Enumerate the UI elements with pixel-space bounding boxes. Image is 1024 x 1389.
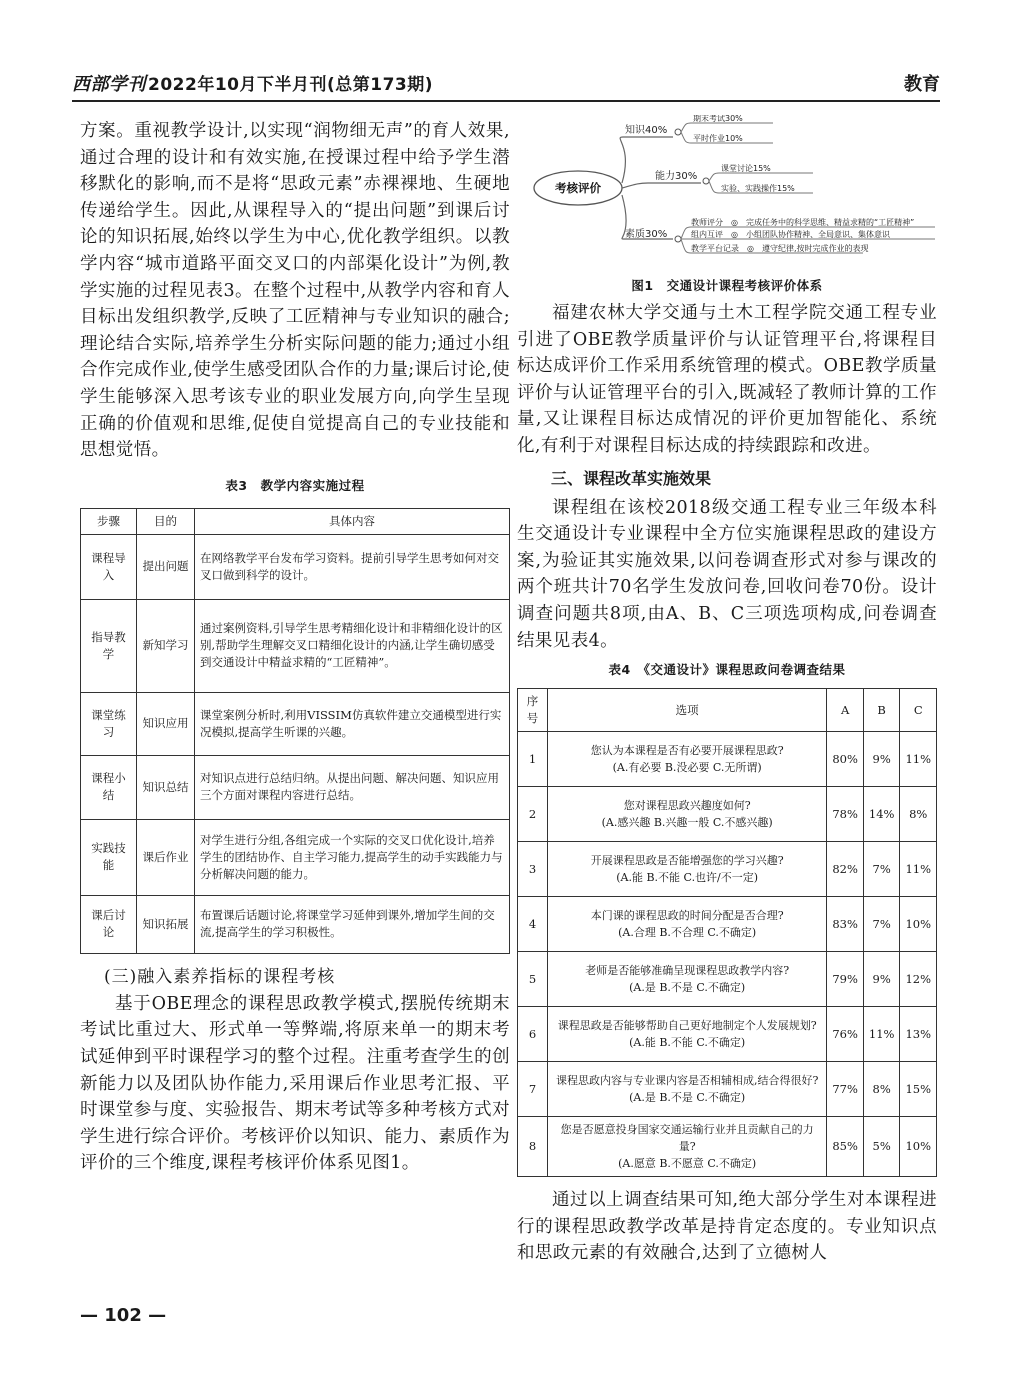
table-cell: 12% xyxy=(900,952,937,1007)
table-cell: 4 xyxy=(518,897,548,952)
question-text: 课程思政内容与专业课内容是否相辅相成,结合得很好? xyxy=(555,1074,819,1088)
table4-header-b: B xyxy=(863,689,900,732)
mindmap-leaf: 教师评分 ◎ 完成任务中的科学思维、精益求精的“工匠精神” xyxy=(691,218,915,227)
table-cell-question xyxy=(548,1117,827,1177)
table-cell: 课后作业 xyxy=(137,819,195,895)
table-cell: 课程导入 xyxy=(81,534,137,599)
table3-header-step: 步骤 xyxy=(81,508,137,534)
mindmap-branch-ability: 能力30% xyxy=(655,171,698,182)
table-cell: 77% xyxy=(827,1062,864,1117)
mindmap-leaf: 期末考试30% xyxy=(693,115,743,123)
table-cell-question xyxy=(548,732,827,787)
table-cell: 课堂案例分析时,利用VISSIM仿真软件建立交通模型进行实况模拟,提高学生听课的兴趣。 xyxy=(195,692,510,755)
table-row xyxy=(518,1062,937,1117)
table-row xyxy=(518,897,937,952)
right-column xyxy=(517,276,937,1267)
right-paragraph-3: 通过以上调查结果可知,绝大部分学生对本课程进行的课程思政教学改革是持肯定态度的。专业知识点和思政元素的有效融合,达到了立德树人 xyxy=(517,1190,937,1264)
question-text: 开展课程思政是否能增强您的学习兴趣? xyxy=(590,854,784,868)
table-cell: 7% xyxy=(863,842,900,897)
table-cell: 知识总结 xyxy=(137,755,195,819)
table3-header-row xyxy=(81,508,510,534)
question-options: (A.愿意 B.不愿意 C.不确定) xyxy=(618,1157,757,1171)
figure1-caption: 图1 交通设计课程考核评价体系 xyxy=(631,278,823,293)
question-text: 您对课程思政兴趣度如何? xyxy=(623,799,751,813)
mindmap-svg xyxy=(523,115,943,273)
section-heading: 三、课程改革实施效果 xyxy=(551,468,712,488)
table-row xyxy=(81,895,510,953)
table-cell: 实践技能 xyxy=(81,819,137,895)
table4 xyxy=(517,688,937,1177)
question-options: (A.是 B.不是 C.不确定) xyxy=(629,981,746,995)
table-cell: 8 xyxy=(518,1117,548,1177)
question-text: 课程思政是否能够帮助自己更好地制定个人发展规划? xyxy=(557,1019,817,1033)
question-text: 老师是否能够准确呈现课程思政教学内容? xyxy=(585,964,790,978)
left-paragraph-1: 方案。重视教学设计,以实现“润物细无声”的育人效果,通过合理的设计和有效实施,在授课过程中给予学生潜移默化的影响,而不是将“思政元素”赤裸裸地、生硬地传递给学生。因此,从课程导入的“提出问题”到课后讨论的知识拓展,始终以学生为中心,优化教学组织。以教学内容“城市道路平面交叉口的内部渠化设计”为例,教学实施的过程见表3。在整个过程中,从教学内容和育人目标出发组织教学,反映了工匠精神与专业知识的融合;理论结合实际,培养学生分析实际问题的能力;通过小组合作完成作业,使学生感受团队合作的力量;课后讨论,使学生能够深入思考该专业的职业发展方向,向学生呈现正确的价值观和思维,促使自觉提高自己的专业技能和思想觉悟。 xyxy=(80,121,510,461)
table-cell: 10% xyxy=(900,1117,937,1177)
table3-caption: 表3 教学内容实施过程 xyxy=(225,477,365,493)
table-cell-question xyxy=(548,842,827,897)
table-cell: 83% xyxy=(827,897,864,952)
table-cell: 新知学习 xyxy=(137,599,195,692)
table-cell: 知识应用 xyxy=(137,692,195,755)
table-cell: 布置课后话题讨论,将课堂学习延伸到课外,增加学生间的交流,提高学生的学习积极性。 xyxy=(195,895,510,953)
table-row xyxy=(81,755,510,819)
table-cell: 14% xyxy=(863,787,900,842)
mindmap-leaf: 平时作业10% xyxy=(693,134,743,143)
mindmap-leaf: 组内互评 ◎ 小组团队协作精神、全局意识、集体意识 xyxy=(691,230,890,239)
question-options: (A.合理 B.不合理 C.不确定) xyxy=(618,926,757,940)
table-cell: 79% xyxy=(827,952,864,1007)
table-cell: 对知识点进行总结归纳。从提出问题、解决问题、知识应用三个方面对课程内容进行总结。 xyxy=(195,755,510,819)
table-row xyxy=(518,1117,937,1177)
table-cell: 1 xyxy=(518,732,548,787)
page-number: — 102 — xyxy=(80,1305,167,1326)
left-paragraph-2: 基于OBE理念的课程思政教学模式,摆脱传统期末考试比重过大、形式单一等弊端,将原来单一的期末考试延伸到平时课程学习的整个过程。注重考查学生的创新能力以及团队协作能力,采用课后作业思考汇报、平时课堂参与度、实验报告、期末考试等多种考核方式对学生进行综合评价。考核评价以知识、能力、素质作为评价的三个维度,课程考核评价体系见图1。 xyxy=(80,993,510,1174)
mindmap-link xyxy=(622,183,701,188)
right-paragraph-2: 课程组在该校2018级交通工程专业三年级本科生交通设计专业课程中全方位实施课程思政的建设方案,为验证其实施效果,以问卷调查形式对参与课改的两个班共计70名学生发放问卷,回收问卷70份。设计调查问题共8项,由A、B、C三项选项构成,问卷调查结果见表4。 xyxy=(517,497,937,651)
table-cell-question xyxy=(548,1007,827,1062)
table4-header-a: A xyxy=(827,689,864,732)
table-cell: 5% xyxy=(863,1117,900,1177)
table3 xyxy=(80,508,510,954)
mindmap-branch-knowledge: 知识40% xyxy=(625,125,668,136)
table-cell: 3 xyxy=(518,842,548,897)
table-cell: 9% xyxy=(863,952,900,1007)
mindmap-root-label: 考核评价 xyxy=(555,181,601,195)
question-options: (A.感兴趣 B.兴趣一般 C.不感兴趣) xyxy=(601,816,773,830)
table-row xyxy=(518,1007,937,1062)
table-cell: 15% xyxy=(900,1062,937,1117)
table4-header-index: 序号 xyxy=(518,689,548,732)
journal-logo: 西部学刊 xyxy=(72,74,146,95)
table-cell: 11% xyxy=(863,1007,900,1062)
table-cell: 8% xyxy=(863,1062,900,1117)
table-cell-question xyxy=(548,1062,827,1117)
table-row xyxy=(81,534,510,599)
table-row xyxy=(81,819,510,895)
question-options: (A.能 B.不能 C.也许/不一定) xyxy=(616,871,759,885)
table-cell: 提出问题 xyxy=(137,534,195,599)
table-cell: 80% xyxy=(827,732,864,787)
table-cell: 指导教学 xyxy=(81,599,137,692)
table-cell-question xyxy=(548,787,827,842)
table-cell: 85% xyxy=(827,1117,864,1177)
table-cell: 课后讨论 xyxy=(81,895,137,953)
table-row xyxy=(518,842,937,897)
table-row xyxy=(81,599,510,692)
subsection-heading: (三)融入素养指标的课程考核 xyxy=(104,966,336,987)
table-row xyxy=(81,692,510,755)
left-column xyxy=(80,118,510,1177)
table-cell: 8% xyxy=(900,787,937,842)
header-rule xyxy=(72,100,940,102)
page-header xyxy=(72,70,940,104)
question-options: (A.能 B.不能 C.不确定) xyxy=(629,1036,746,1050)
mindmap-branch-quality: 素质30% xyxy=(625,229,668,240)
table-cell: 11% xyxy=(900,842,937,897)
question-text: 本门课的课程思政的时间分配是否合理? xyxy=(590,909,784,923)
table-row xyxy=(518,732,937,787)
table4-header-row xyxy=(518,689,937,732)
mindmap-leaf: 实验、实践操作15% xyxy=(721,184,795,193)
table-cell: 9% xyxy=(863,732,900,787)
journal-issue xyxy=(72,70,433,96)
table-cell: 6 xyxy=(518,1007,548,1062)
table-cell-question xyxy=(548,897,827,952)
table-cell: 7% xyxy=(863,897,900,952)
table-row xyxy=(518,787,937,842)
mindmap-node-dot xyxy=(675,129,681,135)
table-cell: 对学生进行分组,各组完成一个实际的交叉口优化设计,培养学生的团结协作、自主学习能力,提高学生的动手实践能力与分析解决问题的能力。 xyxy=(195,819,510,895)
table4-header-option: 选项 xyxy=(548,689,827,732)
table-cell: 课程小结 xyxy=(81,755,137,819)
table-cell-question xyxy=(548,952,827,1007)
table4-caption: 表4 《交通设计》课程思政问卷调查结果 xyxy=(608,662,846,678)
mindmap-node-dot xyxy=(703,178,709,184)
question-text: 您是否愿意投身国家交通运输行业并且贡献自己的力量? xyxy=(560,1123,814,1154)
table-cell: 在网络教学平台发布学习资料。提前引导学生思考如何对交叉口做到科学的设计。 xyxy=(195,534,510,599)
table-row xyxy=(518,952,937,1007)
right-paragraph-1: 福建农林大学交通与土木工程学院交通工程专业引进了OBE教学质量评价与认证管理平台,将课程目标达成评价工作采用系统管理的模式。OBE教学质量评价与认证管理平台的引入,既减轻了教师计算的工作量,又让课程目标达成情况的评价更加智能化、系统化,有利于对课程目标达成的持续跟踪和改进。 xyxy=(517,303,937,456)
question-options: (A.有必要 B.没必要 C.无所谓) xyxy=(612,761,762,775)
table-cell: 2 xyxy=(518,787,548,842)
table-cell: 通过案例资料,引导学生思考精细化设计和非精细化设计的区别,帮助学生理解交叉口精细化设计的内涵,让学生确切感受到交通设计中精益求精的“工匠精神”。 xyxy=(195,599,510,692)
mindmap-leaf: 教学平台记录 ◎ 遵守纪律,按时完成作业的表现 xyxy=(691,244,869,253)
question-text: 您认为本课程是否有必要开展课程思政? xyxy=(590,744,784,758)
table-cell: 76% xyxy=(827,1007,864,1062)
figure1-mindmap xyxy=(523,115,943,273)
table-cell: 课堂练习 xyxy=(81,692,137,755)
table-cell: 82% xyxy=(827,842,864,897)
table3-header-purpose: 目的 xyxy=(137,508,195,534)
section-label: 教育 xyxy=(904,74,940,95)
table-cell: 5 xyxy=(518,952,548,1007)
table-cell: 78% xyxy=(827,787,864,842)
issue-text: 2022年10月下半月刊(总第173期) xyxy=(148,75,433,95)
mindmap-leaf: 课堂讨论15% xyxy=(721,164,771,173)
table-cell: 10% xyxy=(900,897,937,952)
table-cell: 知识拓展 xyxy=(137,895,195,953)
table-cell: 7 xyxy=(518,1062,548,1117)
mindmap-node-dot xyxy=(675,236,681,242)
table4-header-c: C xyxy=(900,689,937,732)
table3-header-content: 具体内容 xyxy=(195,508,510,534)
question-options: (A.是 B.不是 C.不确定) xyxy=(629,1091,746,1105)
table-cell: 13% xyxy=(900,1007,937,1062)
table-cell: 11% xyxy=(900,732,937,787)
